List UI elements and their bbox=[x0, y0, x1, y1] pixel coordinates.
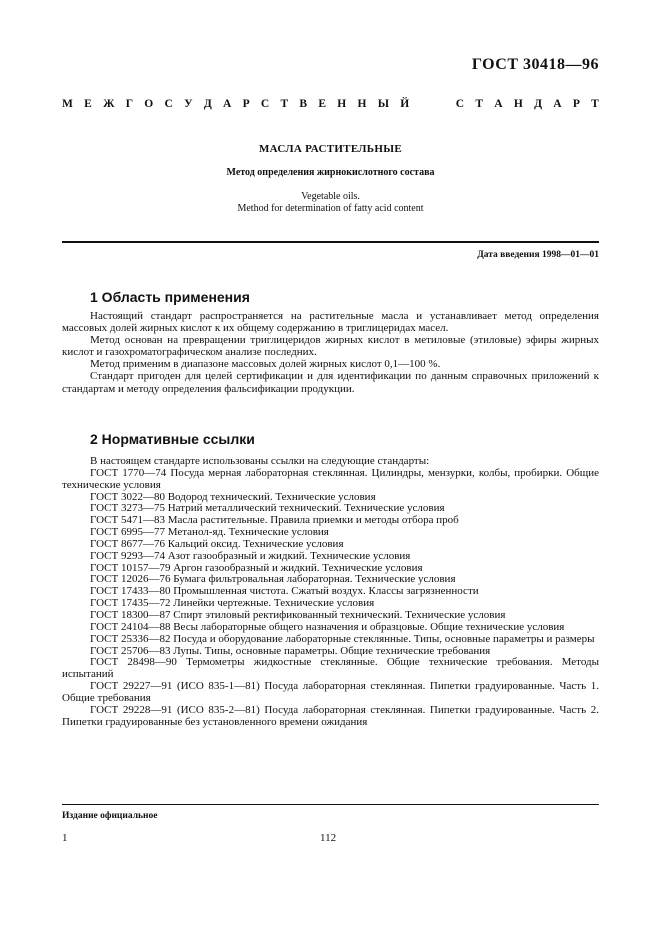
official-edition-label: Издание официальное bbox=[62, 811, 158, 821]
banner-letter: А bbox=[494, 98, 503, 110]
banner-letter: С bbox=[164, 98, 173, 110]
references-intro: В настоящем стандарте использованы ссылки на следующие стандарты: bbox=[90, 455, 430, 467]
reference-item: ГОСТ 8677—76 Кальций оксид. Технические условия bbox=[90, 537, 344, 550]
banner-letter: С bbox=[260, 98, 270, 110]
banner-letter: Й bbox=[400, 98, 410, 110]
reference-item: ГОСТ 9293—74 Азот газообразный и жидкий. Технические условия bbox=[90, 549, 411, 562]
section-1-paragraph: Стандарт пригоден для целей сертификации и для идентификации по данным справочных приложений к стандартам и методу определения фальсификации продукции. bbox=[62, 370, 599, 395]
banner-word-gap bbox=[420, 98, 444, 110]
document-subtitle: Метод определения жирнокислотного состава bbox=[226, 167, 435, 178]
banner-letter: Т bbox=[475, 98, 483, 110]
reference-item: ГОСТ 29227—91 (ИСО 835-1—81) Посуда лабораторная стеклянная. Пипетки градуированные. Часть 1. Общие требования bbox=[62, 680, 599, 704]
banner-letter: Г bbox=[125, 98, 134, 110]
banner-letter: М bbox=[62, 98, 73, 110]
reference-item: ГОСТ 24104—88 Весы лабораторные общего назначения и образцовые. Общие технические условия bbox=[90, 620, 565, 633]
section-1-paragraph: Метод основан на превращении триглицеридов жирных кислот в метиловые (этиловые) эфиры жирных кислот и газохроматографическом анализе последних. bbox=[62, 334, 599, 359]
banner-letter: Р bbox=[242, 98, 250, 110]
banner-letter: Д bbox=[534, 98, 542, 110]
reference-item: ГОСТ 17435—72 Линейки чертежные. Технические условия bbox=[90, 597, 375, 610]
section-1-body bbox=[62, 310, 599, 395]
banner-letter: Ы bbox=[377, 98, 389, 110]
section-1-paragraph: Настоящий стандарт распространяется на растительные масла и устанавливает метод определения массовых долей жирных кислот к их общему содержанию в триглицеридах масел. bbox=[62, 310, 599, 335]
reference-item: ГОСТ 6995—77 Метанол-яд. Технические условия bbox=[90, 526, 329, 539]
banner-letter: Р bbox=[572, 98, 580, 110]
introduction-date: Дата введения 1998—01—01 bbox=[477, 250, 599, 260]
standard-number: ГОСТ 30418—96 bbox=[471, 56, 599, 73]
banner-letter: А bbox=[553, 98, 562, 110]
banner-letter: Ж bbox=[103, 98, 115, 110]
banner-letter: С bbox=[455, 98, 465, 110]
banner-letter: О bbox=[144, 98, 154, 110]
section-2-heading: 2 Нормативные ссылки bbox=[90, 431, 255, 447]
banner-letter: Е bbox=[84, 98, 92, 110]
banner-letter: Т bbox=[591, 98, 599, 110]
section-1-heading: 1 Область применения bbox=[90, 289, 250, 305]
page-marker: 1 bbox=[62, 832, 68, 844]
reference-item: ГОСТ 5471—83 Масла растительные. Правила приемки и методы отбора проб bbox=[90, 514, 459, 527]
references-list bbox=[62, 456, 599, 728]
reference-item: ГОСТ 1770—74 Посуда мерная лабораторная стеклянная. Цилиндры, мензурки, колбы, пробирки. Общие технические условия bbox=[62, 466, 599, 491]
section-1-paragraph: Метод применим в диапазоне массовых долей жирных кислот 0,1—100 %. bbox=[90, 358, 441, 371]
banner-letter: Т bbox=[280, 98, 289, 110]
banner-letter: Н bbox=[337, 98, 347, 110]
footer-divider bbox=[62, 804, 599, 805]
reference-item: ГОСТ 10157—79 Аргон газообразный и жидкий. Технические условия bbox=[90, 561, 423, 574]
english-title-line1: Vegetable oils. bbox=[301, 191, 360, 202]
reference-item: ГОСТ 28498—90 Термометры жидкостные стеклянные. Общие технические требования. Методы испытаний bbox=[62, 656, 599, 681]
standard-type-banner bbox=[62, 98, 599, 110]
banner-letter: В bbox=[299, 98, 308, 110]
page-number: 112 bbox=[320, 832, 337, 844]
reference-item: ГОСТ 12026—76 Бумага фильтровальная лабораторная. Технические условия bbox=[90, 573, 456, 586]
reference-item: ГОСТ 3022—80 Водород технический. Технические условия bbox=[90, 490, 376, 503]
reference-item: ГОСТ 25706—83 Лупы. Типы, основные параметры. Общие технические требования bbox=[90, 644, 491, 657]
banner-letter: А bbox=[223, 98, 232, 110]
reference-item: ГОСТ 25336—82 Посуда и оборудование лабораторные стеклянные. Типы, основные параметры и размеры bbox=[90, 632, 595, 645]
banner-letter: Н bbox=[357, 98, 367, 110]
banner-letter: Н bbox=[513, 98, 523, 110]
title-divider bbox=[62, 241, 599, 243]
english-title bbox=[0, 191, 661, 215]
banner-letter: У bbox=[184, 98, 193, 110]
reference-item: ГОСТ 3273—75 Натрий металлический технический. Технические условия bbox=[90, 502, 445, 515]
reference-item: ГОСТ 17433—80 Промышленная чистота. Сжатый воздух. Классы загрязненности bbox=[90, 585, 479, 598]
banner-letter: Е bbox=[318, 98, 326, 110]
banner-letter: Д bbox=[203, 98, 212, 110]
document-title: МАСЛА РАСТИТЕЛЬНЫЕ bbox=[259, 143, 402, 155]
english-title-line2: Method for determination of fatty acid content bbox=[237, 203, 424, 214]
reference-item: ГОСТ 29228—91 (ИСО 835-2—81) Посуда лабораторная стеклянная. Пипетки градуированные. Часть 2. Пипетки градуированные без установленного времени ожидания bbox=[62, 703, 599, 728]
reference-item: ГОСТ 18300—87 Спирт этиловый ректификованный технический. Технические условия bbox=[90, 608, 506, 621]
